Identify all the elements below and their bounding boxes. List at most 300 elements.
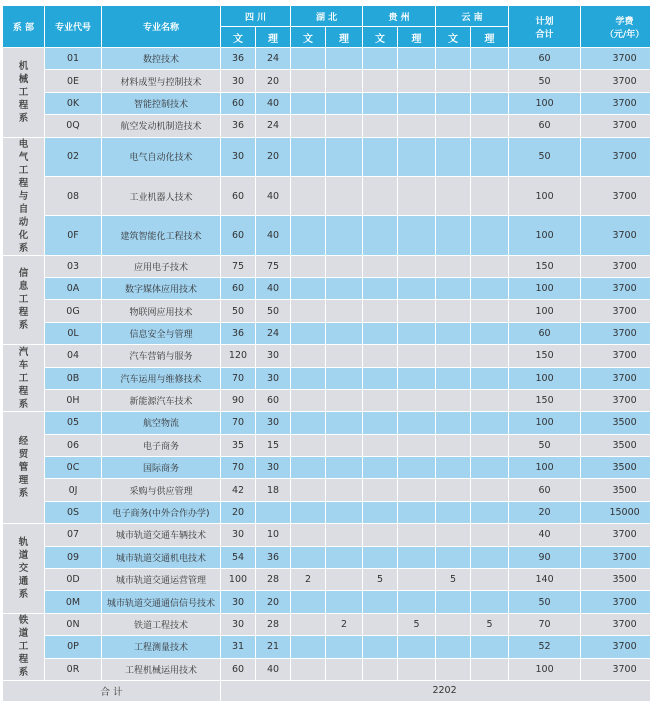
table-row (3, 367, 650, 389)
major-name-cell: 采购与供应管理 (102, 479, 221, 501)
yunnan-li-cell (471, 367, 509, 389)
sichuan-wen-cell: 30 (221, 137, 256, 176)
table-row (3, 457, 650, 479)
header-hubei-wen: 文 (291, 27, 326, 48)
tuition-fee-cell: 3700 (581, 48, 650, 70)
guizhou-wen-cell (363, 277, 398, 299)
guizhou-li-cell (398, 434, 436, 456)
sichuan-li-cell: 36 (256, 546, 291, 568)
guizhou-wen-cell (363, 137, 398, 176)
table-row (3, 345, 650, 367)
yunnan-wen-cell (436, 322, 471, 344)
header-guizhou-wen: 文 (363, 27, 398, 48)
tuition-fee-cell: 3700 (581, 524, 650, 546)
sichuan-wen-cell: 120 (221, 345, 256, 367)
guizhou-wen-cell (363, 176, 398, 215)
guizhou-li-cell (398, 176, 436, 215)
hubei-li-cell: 2 (326, 613, 363, 635)
tuition-fee-cell: 3500 (581, 479, 650, 501)
sichuan-wen-cell: 42 (221, 479, 256, 501)
tuition-fee-cell: 3700 (581, 255, 650, 277)
yunnan-wen-cell (436, 92, 471, 114)
department-cell (3, 137, 45, 255)
hubei-li-cell (326, 137, 363, 176)
major-name-cell: 航空物流 (102, 412, 221, 434)
plan-total-cell: 20 (509, 501, 581, 523)
yunnan-li-cell (471, 434, 509, 456)
guizhou-wen-cell (363, 115, 398, 137)
yunnan-li-cell (471, 658, 509, 680)
header-fee-line1: 学费 (581, 14, 650, 27)
sichuan-wen-cell: 30 (221, 70, 256, 92)
header-guizhou-li: 理 (398, 27, 436, 48)
hubei-wen-cell (291, 137, 326, 176)
sichuan-li-cell: 40 (256, 277, 291, 299)
department-name: 电气工程与自动化系 (18, 138, 30, 255)
hubei-wen-cell (291, 70, 326, 92)
guizhou-li-cell (398, 367, 436, 389)
yunnan-wen-cell (436, 412, 471, 434)
sichuan-li-cell: 30 (256, 412, 291, 434)
guizhou-li-cell (398, 255, 436, 277)
major-code-cell: 0R (45, 658, 102, 680)
yunnan-li-cell (471, 569, 509, 591)
yunnan-li-cell (471, 591, 509, 613)
table-row (3, 591, 650, 613)
plan-total-cell: 100 (509, 412, 581, 434)
sichuan-li-cell: 24 (256, 322, 291, 344)
major-name-cell: 应用电子技术 (102, 255, 221, 277)
major-code-cell: 0B (45, 367, 102, 389)
yunnan-wen-cell: 5 (436, 569, 471, 591)
plan-total-cell: 100 (509, 658, 581, 680)
guizhou-wen-cell (363, 70, 398, 92)
table-row (3, 92, 650, 114)
yunnan-wen-cell (436, 524, 471, 546)
yunnan-wen-cell (436, 479, 471, 501)
guizhou-li-cell (398, 92, 436, 114)
sichuan-li-cell: 28 (256, 569, 291, 591)
major-code-cell: 05 (45, 412, 102, 434)
plan-total-cell: 60 (509, 479, 581, 501)
sichuan-li-cell: 24 (256, 48, 291, 70)
major-code-cell: 0N (45, 613, 102, 635)
major-name-cell: 铁道工程技术 (102, 613, 221, 635)
enrollment-plan-table-container (2, 5, 648, 702)
sichuan-wen-cell: 70 (221, 457, 256, 479)
guizhou-wen-cell: 5 (363, 569, 398, 591)
plan-total-cell: 52 (509, 636, 581, 658)
sichuan-wen-cell: 60 (221, 216, 256, 255)
hubei-wen-cell (291, 501, 326, 523)
guizhou-li-cell (398, 389, 436, 411)
major-code-cell: 0F (45, 216, 102, 255)
guizhou-wen-cell (363, 434, 398, 456)
guizhou-wen-cell (363, 48, 398, 70)
guizhou-li-cell (398, 48, 436, 70)
department-cell (3, 255, 45, 345)
guizhou-wen-cell (363, 591, 398, 613)
guizhou-li-cell (398, 412, 436, 434)
yunnan-li-cell (471, 92, 509, 114)
hubei-li-cell (326, 591, 363, 613)
sichuan-li-cell: 15 (256, 434, 291, 456)
guizhou-wen-cell (363, 524, 398, 546)
sichuan-li-cell: 10 (256, 524, 291, 546)
yunnan-li-cell (471, 345, 509, 367)
header-province-yunnan: 云 南 (436, 6, 509, 27)
department-name: 机械工程系 (18, 60, 30, 125)
table-row (3, 546, 650, 568)
major-code-cell: 0S (45, 501, 102, 523)
yunnan-li-cell (471, 115, 509, 137)
plan-total-cell: 100 (509, 176, 581, 215)
major-name-cell: 工程测量技术 (102, 636, 221, 658)
tuition-fee-cell: 3500 (581, 457, 650, 479)
yunnan-li-cell (471, 70, 509, 92)
major-name-cell: 汽车运用与维修技术 (102, 367, 221, 389)
total-label: 合 计 (3, 680, 221, 701)
major-name-cell: 数控技术 (102, 48, 221, 70)
hubei-wen-cell (291, 48, 326, 70)
guizhou-li-cell (398, 216, 436, 255)
department-name: 信息工程系 (18, 267, 30, 332)
guizhou-li-cell (398, 137, 436, 176)
yunnan-li-cell (471, 216, 509, 255)
plan-total-cell: 60 (509, 322, 581, 344)
sichuan-li-cell: 21 (256, 636, 291, 658)
hubei-wen-cell (291, 216, 326, 255)
table-row (3, 322, 650, 344)
yunnan-wen-cell (436, 216, 471, 255)
major-name-cell: 电气自动化技术 (102, 137, 221, 176)
guizhou-wen-cell (363, 501, 398, 523)
sichuan-wen-cell: 30 (221, 613, 256, 635)
guizhou-li-cell (398, 457, 436, 479)
hubei-wen-cell (291, 591, 326, 613)
sichuan-wen-cell: 75 (221, 255, 256, 277)
yunnan-li-cell (471, 546, 509, 568)
yunnan-wen-cell (436, 434, 471, 456)
sichuan-li-cell: 40 (256, 176, 291, 215)
hubei-wen-cell (291, 92, 326, 114)
tuition-fee-cell: 3700 (581, 658, 650, 680)
yunnan-wen-cell (436, 546, 471, 568)
sichuan-wen-cell: 36 (221, 115, 256, 137)
tuition-fee-cell: 3700 (581, 137, 650, 176)
table-row (3, 70, 650, 92)
major-code-cell: 0E (45, 70, 102, 92)
major-name-cell: 城市轨道交通车辆技术 (102, 524, 221, 546)
sichuan-li-cell: 18 (256, 479, 291, 501)
major-code-cell: 0P (45, 636, 102, 658)
hubei-wen-cell (291, 613, 326, 635)
header-hubei-li: 理 (326, 27, 363, 48)
tuition-fee-cell: 3700 (581, 367, 650, 389)
plan-total-cell: 50 (509, 591, 581, 613)
tuition-fee-cell: 3700 (581, 216, 650, 255)
yunnan-wen-cell (436, 457, 471, 479)
hubei-li-cell (326, 176, 363, 215)
hubei-li-cell (326, 92, 363, 114)
guizhou-wen-cell (363, 479, 398, 501)
enrollment-plan-table (2, 5, 650, 702)
sichuan-li-cell (256, 501, 291, 523)
yunnan-wen-cell (436, 367, 471, 389)
major-name-cell: 物联网应用技术 (102, 300, 221, 322)
guizhou-li-cell (398, 569, 436, 591)
yunnan-li-cell (471, 300, 509, 322)
hubei-wen-cell (291, 546, 326, 568)
yunnan-li-cell (471, 48, 509, 70)
tuition-fee-cell: 3700 (581, 591, 650, 613)
tuition-fee-cell: 3500 (581, 434, 650, 456)
guizhou-wen-cell (363, 255, 398, 277)
yunnan-li-cell (471, 501, 509, 523)
yunnan-wen-cell (436, 70, 471, 92)
yunnan-li-cell (471, 636, 509, 658)
yunnan-wen-cell (436, 501, 471, 523)
department-name: 铁道工程系 (18, 614, 30, 679)
tuition-fee-cell: 3700 (581, 277, 650, 299)
guizhou-wen-cell (363, 367, 398, 389)
guizhou-li-cell (398, 479, 436, 501)
department-cell (3, 345, 45, 412)
department-cell (3, 524, 45, 614)
sichuan-li-cell: 24 (256, 115, 291, 137)
sichuan-wen-cell: 36 (221, 322, 256, 344)
major-name-cell: 工程机械运用技术 (102, 658, 221, 680)
hubei-li-cell (326, 501, 363, 523)
header-province-hubei: 湖 北 (291, 6, 363, 27)
hubei-li-cell (326, 569, 363, 591)
yunnan-li-cell (471, 176, 509, 215)
header-province-guizhou: 贵 州 (363, 6, 436, 27)
guizhou-li-cell (398, 501, 436, 523)
sichuan-wen-cell: 60 (221, 92, 256, 114)
department-name: 轨道交通系 (18, 536, 30, 601)
sichuan-wen-cell: 30 (221, 591, 256, 613)
tuition-fee-cell: 3700 (581, 92, 650, 114)
tuition-fee-cell: 3700 (581, 300, 650, 322)
sichuan-li-cell: 30 (256, 457, 291, 479)
table-row (3, 389, 650, 411)
plan-total-cell: 50 (509, 137, 581, 176)
plan-total-cell: 70 (509, 613, 581, 635)
header-code: 专业代号 (45, 6, 102, 48)
yunnan-wen-cell (436, 48, 471, 70)
guizhou-wen-cell (363, 300, 398, 322)
guizhou-li-cell (398, 277, 436, 299)
yunnan-wen-cell (436, 658, 471, 680)
guizhou-li-cell (398, 115, 436, 137)
plan-total-cell: 60 (509, 115, 581, 137)
plan-total-cell: 90 (509, 546, 581, 568)
sichuan-li-cell: 50 (256, 300, 291, 322)
hubei-li-cell (326, 524, 363, 546)
plan-total-cell: 100 (509, 367, 581, 389)
hubei-wen-cell (291, 412, 326, 434)
guizhou-li-cell (398, 322, 436, 344)
major-name-cell: 城市轨道交通通信信号技术 (102, 591, 221, 613)
hubei-wen-cell (291, 434, 326, 456)
major-code-cell: 07 (45, 524, 102, 546)
sichuan-wen-cell: 30 (221, 524, 256, 546)
guizhou-wen-cell (363, 322, 398, 344)
department-cell (3, 48, 45, 138)
sichuan-li-cell: 40 (256, 216, 291, 255)
hubei-wen-cell (291, 524, 326, 546)
major-code-cell: 0G (45, 300, 102, 322)
table-row (3, 501, 650, 523)
major-name-cell: 电子商务(中外合作办学) (102, 501, 221, 523)
yunnan-wen-cell (436, 176, 471, 215)
yunnan-li-cell (471, 412, 509, 434)
plan-total-cell: 50 (509, 434, 581, 456)
yunnan-li-cell (471, 255, 509, 277)
major-name-cell: 工业机器人技术 (102, 176, 221, 215)
tuition-fee-cell: 3500 (581, 412, 650, 434)
sichuan-li-cell: 30 (256, 345, 291, 367)
department-cell (3, 613, 45, 680)
major-code-cell: 0H (45, 389, 102, 411)
major-code-cell: 01 (45, 48, 102, 70)
sichuan-wen-cell: 60 (221, 277, 256, 299)
major-name-cell: 城市轨道交通运营管理 (102, 569, 221, 591)
yunnan-wen-cell (436, 300, 471, 322)
sichuan-wen-cell: 36 (221, 48, 256, 70)
major-code-cell: 0D (45, 569, 102, 591)
major-name-cell: 航空发动机制造技术 (102, 115, 221, 137)
sichuan-wen-cell: 54 (221, 546, 256, 568)
header-yunnan-li: 理 (471, 27, 509, 48)
table-row (3, 479, 650, 501)
hubei-li-cell (326, 322, 363, 344)
yunnan-li-cell: 5 (471, 613, 509, 635)
hubei-li-cell (326, 658, 363, 680)
header-fee (581, 6, 650, 48)
major-code-cell: 0Q (45, 115, 102, 137)
hubei-li-cell (326, 277, 363, 299)
table-row (3, 569, 650, 591)
major-code-cell: 03 (45, 255, 102, 277)
major-name-cell: 数字媒体应用技术 (102, 277, 221, 299)
yunnan-wen-cell (436, 345, 471, 367)
major-code-cell: 09 (45, 546, 102, 568)
sichuan-li-cell: 75 (256, 255, 291, 277)
major-code-cell: 0L (45, 322, 102, 344)
yunnan-li-cell (471, 277, 509, 299)
table-row (3, 658, 650, 680)
hubei-wen-cell (291, 176, 326, 215)
guizhou-li-cell (398, 636, 436, 658)
major-code-cell: 0M (45, 591, 102, 613)
yunnan-wen-cell (436, 277, 471, 299)
guizhou-wen-cell (363, 613, 398, 635)
hubei-wen-cell (291, 345, 326, 367)
sichuan-li-cell: 28 (256, 613, 291, 635)
header-plan-line1: 计划 (509, 14, 580, 27)
plan-total-cell: 150 (509, 345, 581, 367)
hubei-li-cell (326, 434, 363, 456)
major-code-cell: 0A (45, 277, 102, 299)
major-name-cell: 城市轨道交通机电技术 (102, 546, 221, 568)
yunnan-li-cell (471, 322, 509, 344)
hubei-li-cell (326, 367, 363, 389)
hubei-li-cell (326, 255, 363, 277)
header-plan-total (509, 6, 581, 48)
header-yunnan-wen: 文 (436, 27, 471, 48)
plan-total-cell: 100 (509, 457, 581, 479)
major-code-cell: 02 (45, 137, 102, 176)
sichuan-wen-cell: 60 (221, 658, 256, 680)
major-name-cell: 智能控制技术 (102, 92, 221, 114)
guizhou-li-cell (398, 345, 436, 367)
major-code-cell: 06 (45, 434, 102, 456)
header-sichuan-wen: 文 (221, 27, 256, 48)
table-row (3, 524, 650, 546)
yunnan-wen-cell (436, 389, 471, 411)
yunnan-wen-cell (436, 115, 471, 137)
department-name: 经贸管理系 (18, 435, 30, 500)
major-code-cell: 0C (45, 457, 102, 479)
header-sichuan-li: 理 (256, 27, 291, 48)
hubei-li-cell (326, 48, 363, 70)
hubei-wen-cell (291, 457, 326, 479)
table-row (3, 255, 650, 277)
major-code-cell: 08 (45, 176, 102, 215)
guizhou-wen-cell (363, 457, 398, 479)
sichuan-wen-cell: 70 (221, 367, 256, 389)
plan-total-cell: 50 (509, 70, 581, 92)
hubei-wen-cell (291, 300, 326, 322)
hubei-li-cell (326, 216, 363, 255)
sichuan-wen-cell: 90 (221, 389, 256, 411)
yunnan-li-cell (471, 137, 509, 176)
major-name-cell: 国际商务 (102, 457, 221, 479)
hubei-wen-cell: 2 (291, 569, 326, 591)
table-row (3, 48, 650, 70)
yunnan-wen-cell (436, 591, 471, 613)
major-code-cell: 0K (45, 92, 102, 114)
yunnan-li-cell (471, 457, 509, 479)
yunnan-wen-cell (436, 636, 471, 658)
header-fee-line2: （元/年） (581, 27, 650, 40)
major-code-cell: 04 (45, 345, 102, 367)
yunnan-wen-cell (436, 613, 471, 635)
sichuan-wen-cell: 60 (221, 176, 256, 215)
hubei-li-cell (326, 389, 363, 411)
guizhou-li-cell (398, 546, 436, 568)
table-row (3, 137, 650, 176)
hubei-li-cell (326, 300, 363, 322)
header-dept: 系 部 (3, 6, 45, 48)
department-cell (3, 412, 45, 524)
guizhou-li-cell (398, 70, 436, 92)
table-body (3, 48, 650, 681)
guizhou-wen-cell (363, 389, 398, 411)
hubei-wen-cell (291, 479, 326, 501)
hubei-li-cell (326, 412, 363, 434)
plan-total-cell: 100 (509, 92, 581, 114)
major-name-cell: 建筑智能化工程技术 (102, 216, 221, 255)
hubei-li-cell (326, 115, 363, 137)
hubei-wen-cell (291, 277, 326, 299)
guizhou-li-cell (398, 658, 436, 680)
table-row (3, 300, 650, 322)
guizhou-li-cell (398, 300, 436, 322)
guizhou-wen-cell (363, 546, 398, 568)
